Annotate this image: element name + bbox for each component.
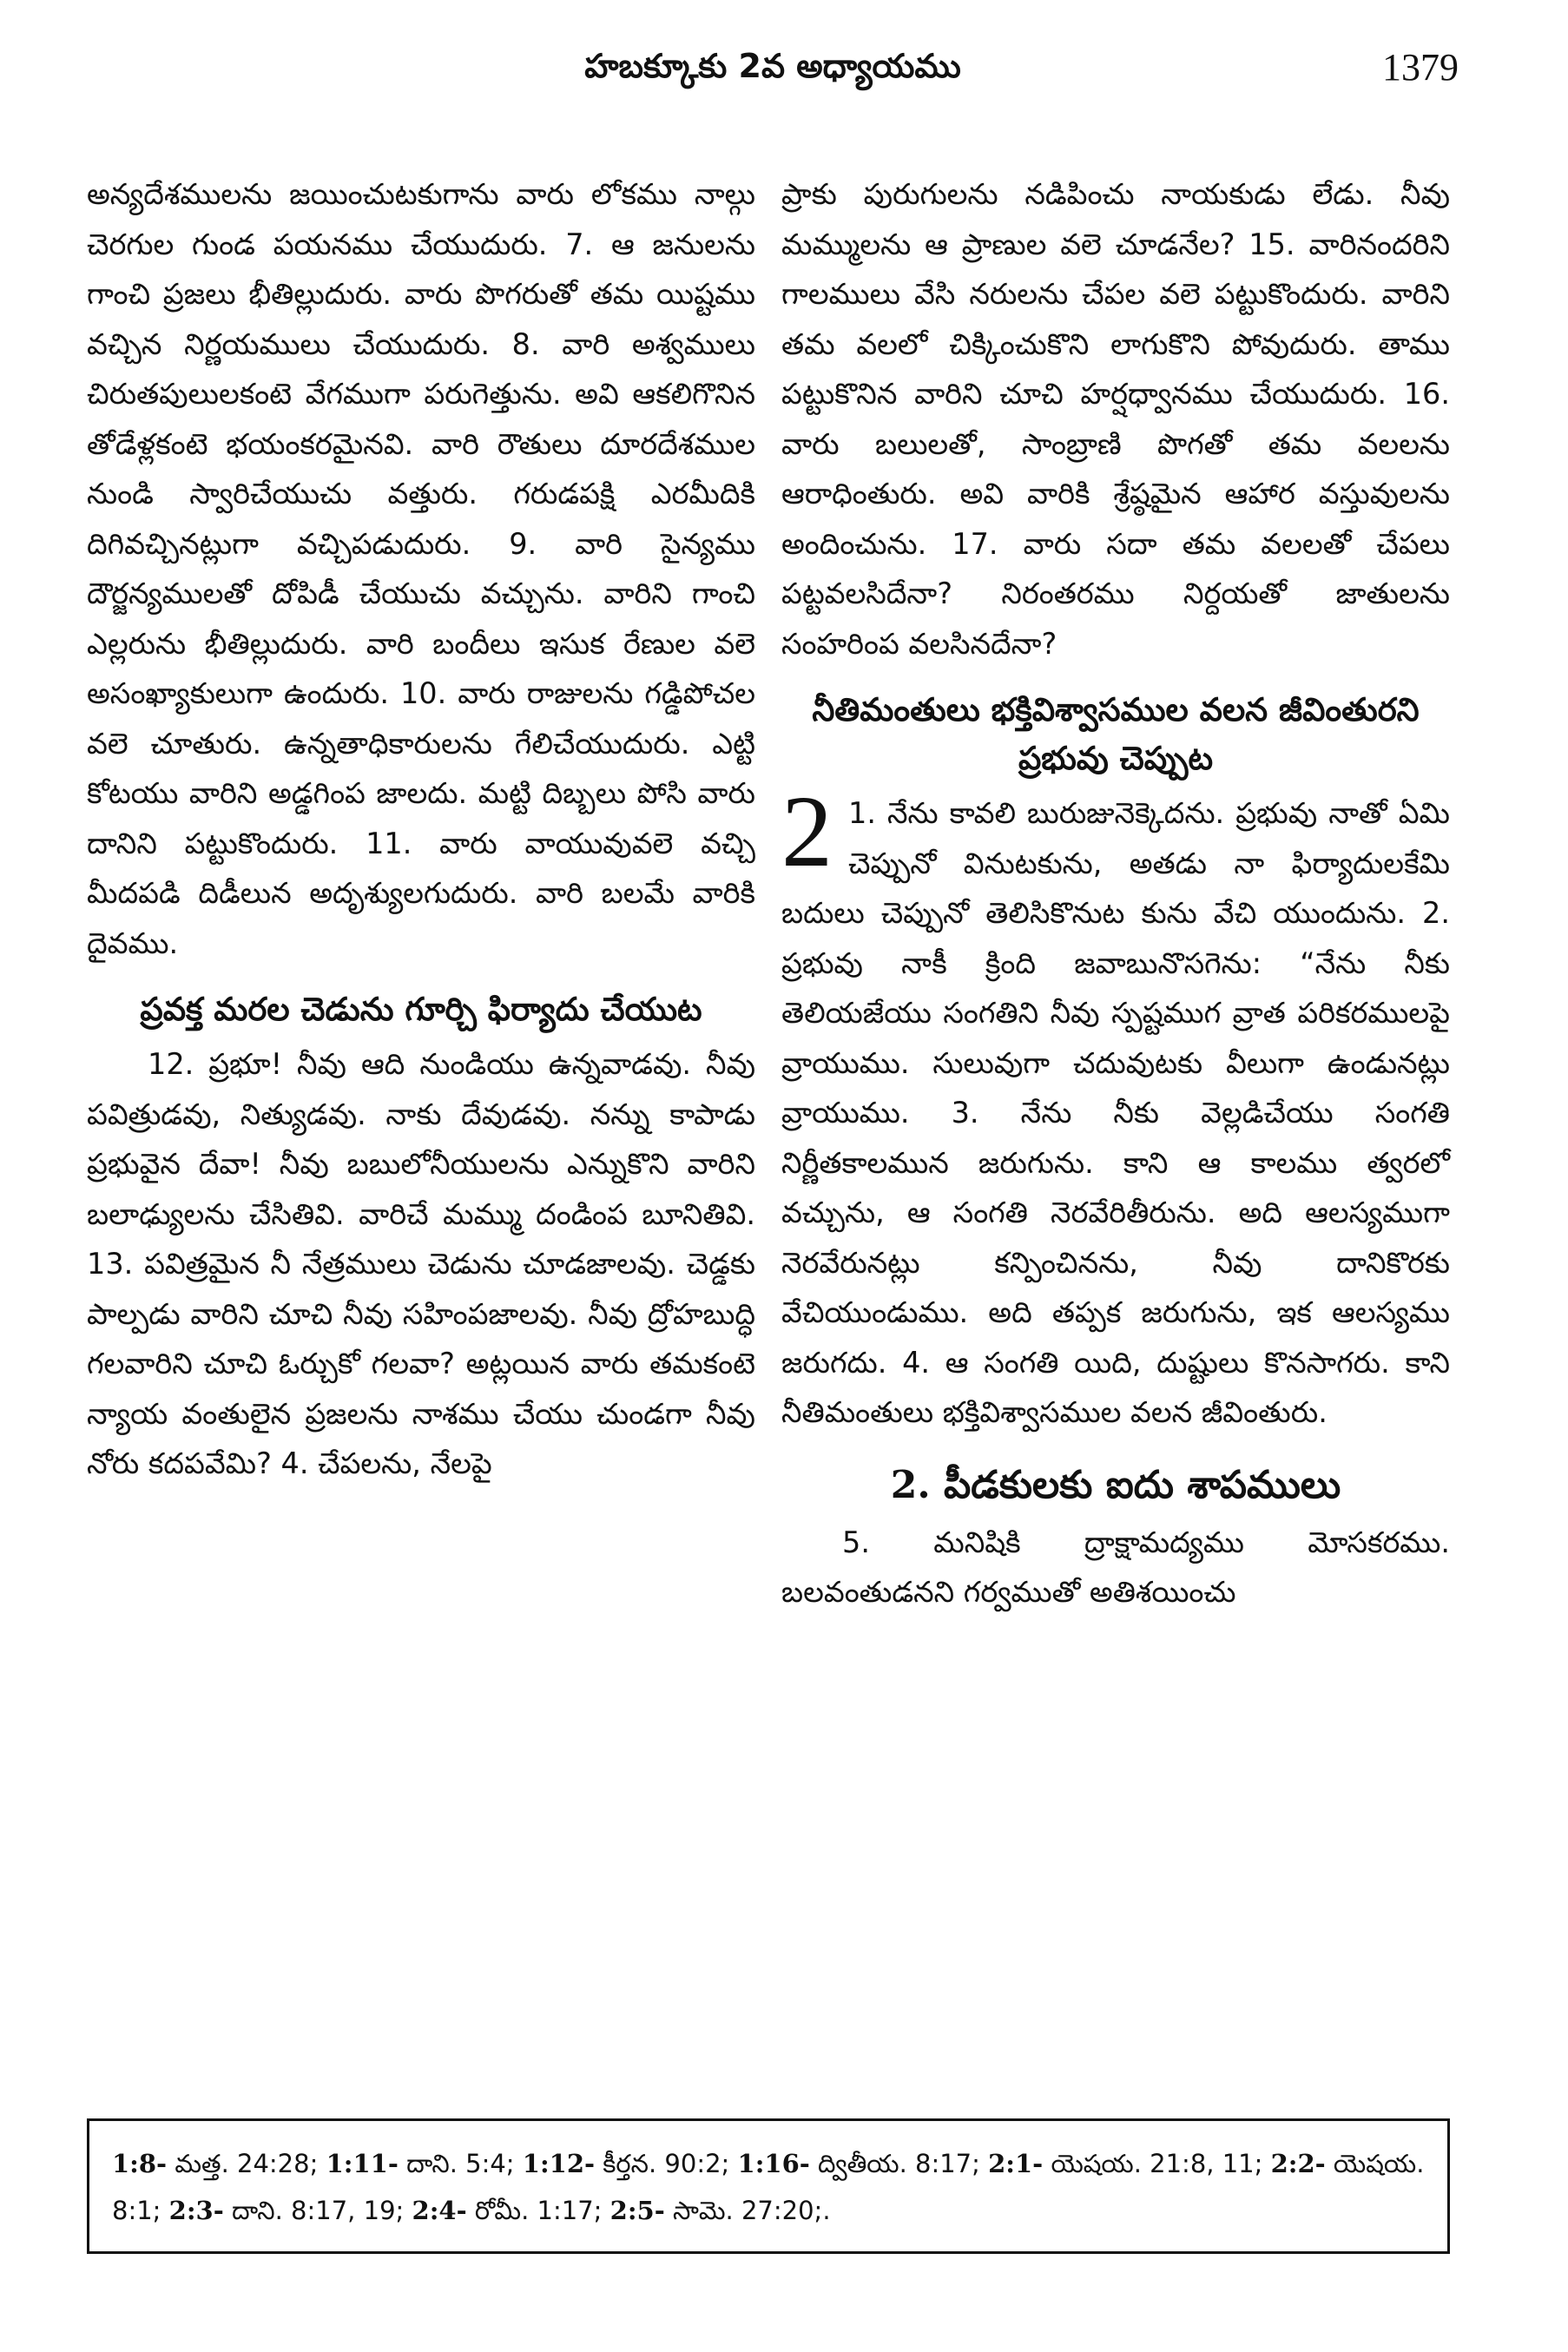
footnote-ref: 2:4- (412, 2196, 467, 2225)
footnote-ref: 2:2- (1270, 2149, 1326, 2178)
page-number: 1379 (1382, 46, 1459, 89)
section-heading: నీతిమంతులు భక్తివిశ్వాసముల వలన జీవింతురని ప్రభువు చెప్పుట (812, 691, 1420, 777)
left-column (87, 169, 755, 1489)
body-paragraph: అన్యదేశములను జయించుటకుగాను వారు లోకము నాల్గు చెరగుల గుండ పయనము చేయుదురు. 7. ఆ జనులను గాంచి ప్రజలు భీతిల్లుదురు. వారు పొగరుతో తమ యిష్టము వచ్చిన నిర్ణయములు చేయుదురు. 8. వారి అశ్వములు చిరుతపులులకంటె వేగముగా పరుగెత్తును. అవి ఆకలిగొనిన తోడేళ్లకంటె భయంకరమైనవి. వారి రౌతులు దూరదేశముల నుండి స్వారిచేయుచు వత్తురు. గరుడపక్షి ఎరమీదికి దిగివచ్చినట్లుగా వచ్చిపడుదురు. 9. వారి సైన్యము దౌర్జన్యములతో దోపిడీ చేయుచు వచ్చును. వారిని గాంచి ఎల్లరును భీతిల్లుదురు. వారి బందీలు ఇసుక రేణుల వలె అసంఖ్యాకులుగా ఉందురు. 10. వారు రాజులను గడ్డిపోచల వలె చూతురు. ఉన్నతాధికారులను గేలిచేయుదురు. ఎట్టి కోటయు వారిని అడ్డగింప జాలదు. మట్టి దిబ్బలు పోసి వారు దానిని పట్టుకొందురు. 11. వారు వాయువువలె వచ్చి మీదపడి దిడీలున అదృశ్యులగుదురు. వారి బలమే వారికి దైవము. (87, 177, 755, 960)
footnote-text: దాని. 8:17, 19; (223, 2196, 412, 2225)
footnote-text: మత్త. 24:28; (167, 2149, 326, 2178)
footnote-ref: 2:3- (168, 2196, 224, 2225)
page-header (87, 42, 1459, 102)
cross-reference-box (87, 2118, 1450, 2254)
running-title: హబక్కూకు 2వ అధ్యాయము (584, 47, 961, 85)
footnote-text: దాని. 5:4; (398, 2149, 523, 2178)
footnote-text: కీర్తన. 90:2; (595, 2149, 738, 2178)
footnote-ref: 1:16- (737, 2149, 810, 2178)
footnote-text: ద్వితీయ. 8:17; (809, 2149, 989, 2178)
footnote-ref: 2:1- (988, 2149, 1044, 2178)
chapter-number: 2 (781, 774, 833, 888)
numbered-section-heading: 2. పీడకులకు ఐదు శాపములు (890, 1462, 1341, 1507)
body-paragraph: 12. ప్రభూ! నీవు ఆది నుండియు ఉన్నవాడవు. నీవు పవిత్రుడవు, నిత్యుడవు. నాకు దేవుడవు. నన్ను కాపాడు ప్రభువైన దేవా! నీవు బబులోనీయులను ఎన్నుకొని వారిని బలాఢ్యులను చేసితివి. వారిచే మమ్ము దండింప బూనితివి. 13. పవిత్రమైన నీ నేత్రములు చెడును చూడజాలవు. చెడ్డకు పాల్పడు వారిని చూచి నీవు సహింపజాలవు. నీవు ద్రోహబుద్ధి గలవారిని చూచి ఓర్చుకో గలవా? అట్లయిన వారు తమకంటె న్యాయ వంతులైన ప్రజలను నాశము చేయు చుండగా నీవు నోరు కదపవేమి? 4. చేపలను, నేలపై (87, 1047, 755, 1480)
right-column (781, 169, 1450, 1617)
chapter-opening-paragraph (781, 774, 1450, 1438)
footnote-ref: 1:8- (112, 2149, 168, 2178)
body-paragraph: ప్రాకు పురుగులను నడిపించు నాయకుడు లేడు. నీవు మమ్ములను ఆ ప్రాణుల వలె చూడనేల? 15. వారినందరిని గాలములు వేసి నరులను చేపల వలె పట్టుకొందురు. వారిని తమ వలలో చిక్కించుకొని లాగుకొని పోవుదురు. తాము పట్టుకొనిన వారిని చూచి హర్షధ్వానము చేయుదురు. 16. వారు బలులతో, సాంబ్రాణి పొగతో తమ వలలను ఆరాధింతురు. అవి వారికి శ్రేష్ఠమైన ఆహార వస్తువులను అందించును. 17. వారు సదా తమ వలలతో చేపలు పట్టవలసిదేనా? నిరంతరము నిర్దయతో జాతులను సంహరింప వలసినదేనా? (781, 177, 1450, 661)
body-paragraph: 5. మనిషికి ద్రాక్షామద్యము మోసకరము. బలవంతుడనని గర్వముతో అతిశయించు (781, 1525, 1450, 1609)
footnote-ref: 2:5- (609, 2196, 665, 2225)
chapter-text: 1. నేను కావలి బురుజునెక్కెదను. ప్రభువు నాతో ఏమి చెప్పునో వినుటకును, అతడు నా ఫిర్యాదులకేమి బదులు చెప్పునో తెలిసికొనుట కును వేచి యుందును. 2. ప్రభువు నాకీ క్రింది జవాబునొసగెను: “నేను నీకు తెలియజేయు సంగతిని నీవు స్పష్టముగ వ్రాత పరికరములపై వ్రాయుము. సులువుగా చదువుటకు వీలుగా ఉండునట్లు వ్రాయుము. 3. నేను నీకు వెల్లడిచేయు సంగతి నిర్ణీతకాలమున జరుగును. కాని ఆ కాలము త్వరలో వచ్చును, ఆ సంగతి నెరవేరితీరును. అది ఆలస్యముగా నెరవేరునట్లు కన్పించినను, నీవు దానికొరకు వేచియుండుము. అది తప్పక జరుగును, ఇక ఆలస్యము జరుగదు. 4. ఆ సంగతి యిది, దుష్టులు కొనసాగరు. కాని నీతిమంతులు భక్తివిశ్వాసముల వలన జీవింతురు. (781, 796, 1450, 1429)
footnote-text: యెషయ. 8:1; (112, 2149, 1425, 2225)
footnote-ref: 1:12- (522, 2149, 596, 2178)
footnote-text: రోమీ. 1:17; (466, 2196, 610, 2225)
footnote-text: యెషయ. 21:8, 11; (1043, 2149, 1271, 2178)
footnote-text: సామె. 27:20;. (664, 2196, 831, 2225)
section-heading: ప్రవక్త మరల చెడును గూర్చి ఫిర్యాదు చేయుట (140, 991, 702, 1028)
footnote-ref: 1:11- (326, 2149, 399, 2178)
